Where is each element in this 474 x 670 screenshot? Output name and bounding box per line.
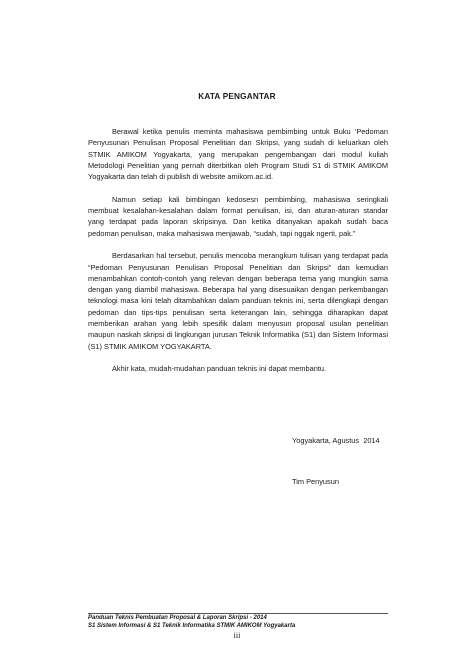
paragraph-3: Berdasarkan hal tersebut, penulis mencoba merangkum tulisan yang terdapat pada “Pedoman Penyusunan Penulisan Proposal Penelitian dan Skripsi” dan kemudian menambahkan contoh-contoh yang relevan dengan beberapa tema yang mungkin sama dengan yang diambil mahasiswa. Beberapa hal yang disesuaikan dengan perkembangan teknologi masa kini telah ditambahkan dalam panduan teknis ini, serta dilengkapi dengan pedoman dan tips-tips penulisan serta keterangan lain, sehingga diharapkan dapat memberikan arahan yang lebih spesifik dalam menyusun proposal usulan penelitian maupun naskah skripsi di lingkungan jurusan Teknik Informatika (S1) dan Sistem Informasi (S1) STMIK AMIKOM YOGYAKARTA. <box>88 251 388 351</box>
closing-paragraph: Akhir kata, mudah-mudahan panduan teknis ini dapat membantu. <box>112 364 327 374</box>
paragraph-2: Namun setiap kali bimbingan kedosesn pembimbing, mahasiswa seringkali membuat kesalahan-kesalahan dalam format penulisan, isi, dan aturan-aturan standar yang terdapat pada laporan skripsinya. Dan ketika ditanyakan apakah sudah baca pedoman penulisan, maka mahasiswa menjawab, “sudah, tapi nggak ngerti, pak.” <box>88 194 388 238</box>
paragraph-1: Berawal ketika penulis meminta mahasiswa pembimbing untuk Buku ‘Pedoman Penyusunan Penulisan Proposal Penelitian dan Skripsi, yang sudah di keluarkan oleh STMIK AMIKOM Yogyakarta, yang merupakan pengembangan dari modul kuliah Metodologi Penelitian yang pernah diterbitkan oleh Program Studi S1 di STMIK AMIKOM Yogyakarta dan telah di publish di website amikom.ac.id. <box>88 127 388 182</box>
footer-line-1: Panduan Teknis Pembuatan Proposal & Laporan Skripsi - 2014 <box>88 615 267 621</box>
signature: Tim Penyusun <box>292 477 339 486</box>
footer-line-2: S1 Sistem Informasi & S1 Teknik Informatika STMIK AMIKOM Yogyakarta <box>88 623 296 629</box>
place-date: Yogyakarta, Agustus 2014 <box>292 436 380 445</box>
footer-divider <box>88 613 388 614</box>
page-title: KATA PENGANTAR <box>198 92 276 101</box>
body-text <box>88 126 388 375</box>
page-number: iii <box>233 631 241 640</box>
